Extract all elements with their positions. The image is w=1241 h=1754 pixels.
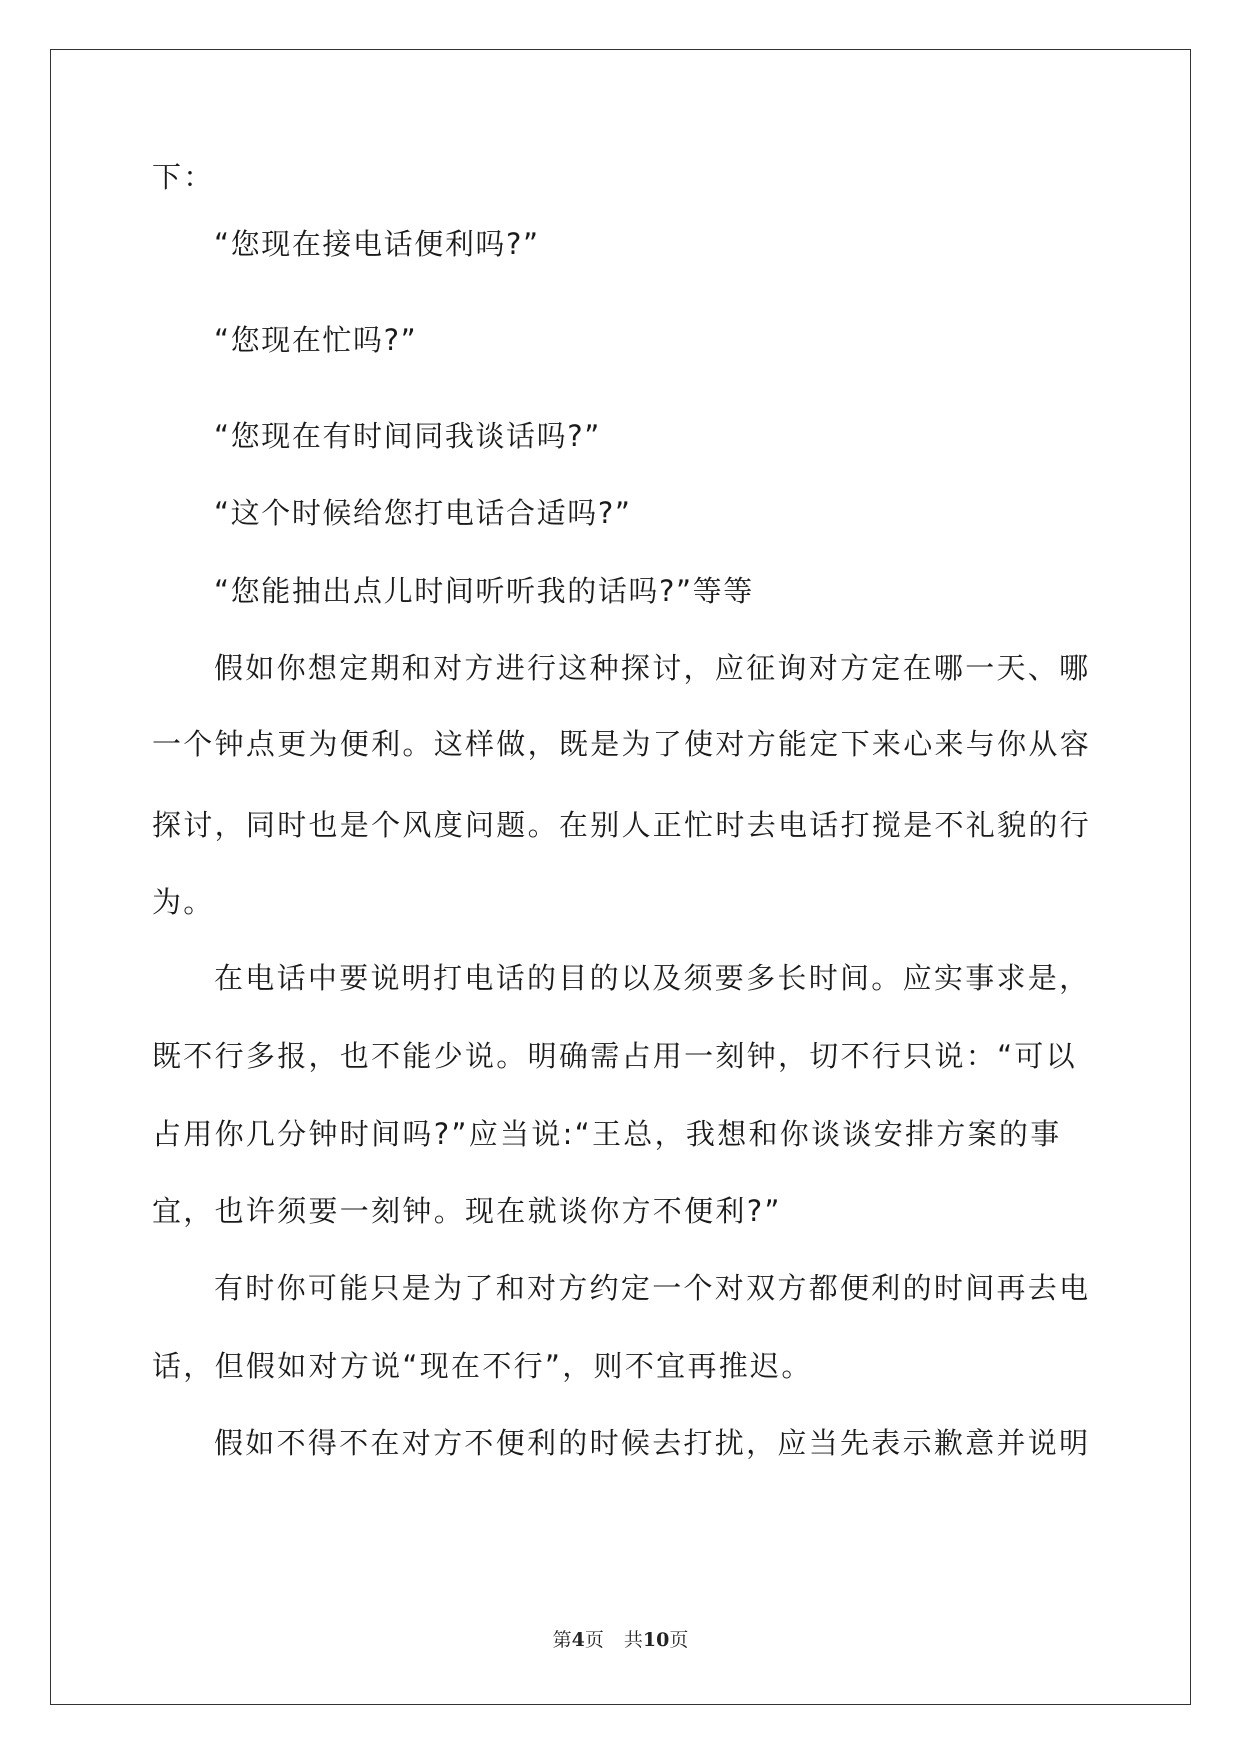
page-number: 4 <box>571 1629 585 1651</box>
text-line-1: 下： <box>152 160 215 194</box>
text-line-11: 在电话中要说明打电话的目的以及须要多长时间。应实事求是， <box>214 961 1091 995</box>
text-line-7: 假如你想定期和对方进行这种探讨，应征询对方定在哪一天、哪 <box>214 651 1091 685</box>
text-line-16: 话，但假如对方说“现在不行”，则不宜再推迟。 <box>152 1349 813 1383</box>
text-line-17: 假如不得不在对方不便利的时候去打扰，应当先表示歉意并说明 <box>214 1426 1091 1460</box>
page-footer <box>0 1628 1241 1652</box>
text-line-10: 为。 <box>152 885 215 919</box>
text-line-6: “您能抽出点儿时间听听我的话吗?”等等 <box>214 574 754 608</box>
text-line-2: “您现在接电话便利吗?” <box>214 227 540 261</box>
total-pages: 10 <box>642 1629 670 1651</box>
text-line-14: 宜，也许须要一刻钟。现在就谈你方不便利?” <box>152 1194 782 1228</box>
text-line-15: 有时你可能只是为了和对方约定一个对双方都便利的时间再去电 <box>214 1271 1091 1305</box>
text-line-4: “您现在有时间同我谈话吗?” <box>214 419 601 453</box>
page-prefix: 第 <box>552 1629 572 1651</box>
text-line-13: 占用你几分钟时间吗?”应当说:“王总，我想和你谈谈安排方案的事 <box>152 1117 1062 1151</box>
text-line-8: 一个钟点更为便利。这样做，既是为了使对方能定下来心来与你从容 <box>152 727 1092 761</box>
total-prefix: 共 <box>623 1629 643 1651</box>
text-line-3: “您现在忙吗?” <box>214 323 418 357</box>
page-suffix: 页 <box>584 1629 604 1651</box>
text-line-9: 探讨，同时也是个风度问题。在别人正忙时去电话打搅是不礼貌的行 <box>152 808 1092 842</box>
text-line-5: “这个时候给您打电话合适吗?” <box>214 496 632 530</box>
total-suffix: 页 <box>669 1629 689 1651</box>
text-line-12: 既不行多报，也不能少说。明确需占用一刻钟，切不行只说：“可以 <box>152 1039 1078 1073</box>
